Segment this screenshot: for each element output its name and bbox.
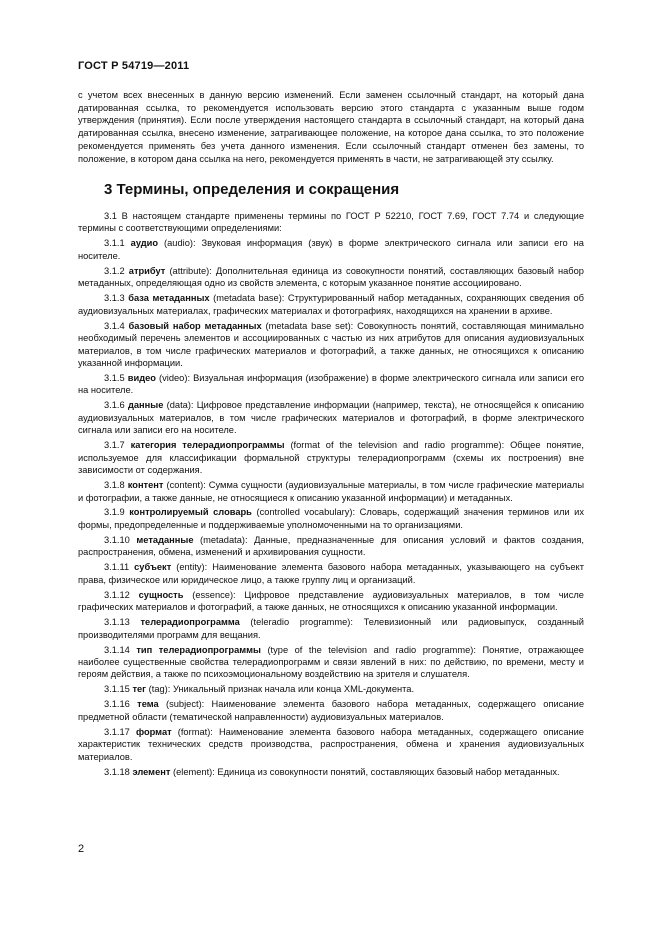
term-number: 3.1.11 — [104, 562, 130, 573]
term-definition — [78, 320, 584, 370]
term-number: 3.1.17 — [104, 726, 130, 737]
term-number: 3.1.12 — [104, 589, 130, 600]
term-name: категория телерадиопрограммы — [130, 440, 285, 451]
term-name: сущность — [138, 589, 184, 600]
term-number: 3.1.14 — [104, 644, 130, 655]
term-number: 3.1.6 — [104, 400, 125, 411]
term-text: (essence): Цифровое представление аудиовизуальных материалов, в том числе графических материалов и фотографий, а также данных, не относящихся к описанию указанной информации. — [78, 589, 584, 613]
term-name: базовый набор метаданных — [128, 320, 262, 331]
term-name: метаданные — [136, 534, 194, 545]
term-number: 3.1.4 — [104, 320, 125, 331]
term-definition — [78, 589, 584, 614]
term-number: 3.1.13 — [104, 617, 130, 628]
document-header: ГОСТ Р 54719—2011 — [78, 60, 190, 72]
term-text: (teleradio programme): Телевизионный или радиовыпуск, созданный производителями программ для вещания. — [78, 617, 584, 640]
term-definition — [78, 439, 584, 476]
term-name: данные — [127, 400, 164, 411]
term-text: (subject): Наименование элемента базового набора метаданных, содержащего описание предметной области (тематической направленности) аудиовизуальных материалов. — [78, 699, 584, 722]
term-definition — [78, 399, 584, 436]
term-text: (attribute): Дополнительная единица из совокупности понятий, составляющих базовый набор метаданных, определяющая одно из свойств элемента, с которым указанное понятие ассоциировано. — [78, 265, 584, 289]
term-name: база метаданных — [128, 293, 210, 304]
term-definition — [78, 237, 584, 262]
term-definition — [78, 698, 584, 723]
term-number: 3.1.1 — [104, 238, 125, 249]
term-name: элемент — [132, 766, 171, 777]
term-definition — [78, 534, 584, 559]
term-definition — [78, 683, 584, 695]
term-definition — [78, 372, 584, 397]
term-name: тема — [137, 699, 159, 710]
term-text: (entity): Наименование элемента базового набора метаданных, указывающего на субъект права, физическое или юридическое лицо, а также группу лиц и организаций. — [78, 562, 584, 585]
term-number: 3.1.16 — [104, 699, 130, 710]
term-name: контент — [127, 480, 164, 491]
term-name: контролируемый словарь — [129, 507, 252, 518]
term-definition — [78, 292, 584, 317]
terms-body — [78, 210, 584, 781]
term-number: 3.1.15 — [104, 684, 130, 695]
term-text: (data): Цифровое представление информации (например, текста), не относящейся к описанию аудиовизуальных материалов, в том числе графических материалов и фотографий, в форме электрического сигнала или записи его на носителе. — [78, 400, 584, 436]
term-text: (format of the television and radio programme): Общее понятие, используемое для классификации формальной структуры телерадиопрограмм (схемы их построения) вне зависимости от содержания. — [78, 440, 585, 476]
term-name: видео — [127, 372, 156, 383]
term-number: 3.1.2 — [104, 265, 125, 276]
term-definition — [78, 644, 584, 681]
section-title: 3 Термины, определения и сокращения — [104, 181, 400, 198]
term-text: (type of the television and radio programme): Понятие, отражающее наиболее существенные свойства телерадиопрограмм и связи явлений в них: по действию, по времени, месту и героям действия, а также по психоэмоциональному воздействию на зрителя и слушателя. — [78, 644, 584, 680]
term-text: (metadata): Данные, предназначенные для описания условий и фактов создания, распространения, обмена, изменений и архивирования сущности. — [78, 534, 584, 558]
lead-paragraph: 3.1 В настоящем стандарте применены термины по ГОСТ Р 52210, ГОСТ 7.69, ГОСТ 7.74 и следующие термины с соответствующими определениями: — [78, 211, 584, 234]
term-text: (controlled vocabulary): Словарь, содержащий значения терминов или их формы, предопределенные и поддерживаемые уполномоченными на то организациями. — [78, 507, 585, 530]
term-name: тег — [132, 684, 147, 695]
term-definition — [78, 726, 584, 763]
term-number: 3.1.10 — [104, 534, 130, 545]
term-text: (tag): Уникальный признак начала или конца XML-документа. — [148, 684, 415, 695]
term-definition — [78, 506, 584, 531]
term-number: 3.1.18 — [104, 766, 130, 777]
term-definition — [78, 561, 584, 586]
term-number: 3.1.3 — [104, 293, 125, 304]
term-definition — [78, 479, 584, 504]
term-number: 3.1.9 — [104, 507, 125, 518]
term-name: тип телерадиопрограммы — [136, 644, 261, 655]
term-name: аудио — [130, 238, 159, 249]
term-name: телерадиопрограмма — [140, 617, 240, 628]
term-text: (video): Визуальная информация (изображение) в форме электрического сигнала или записи его на носителе. — [78, 372, 584, 396]
term-definition — [78, 616, 584, 641]
term-text: (audio): Звуковая информация (звук) в форме электрического сигнала или записи его на носителе. — [78, 238, 584, 261]
term-text: (metadata base set): Совокупность понятий, составляющая минимально необходимый перечень элементов и ассоциированных с частью из них атрибутов для описания аудиовизуальных материалов, в том числе графических материалов и фотографий, а также данных, не относящихся к описанию указанной информации. — [78, 320, 584, 368]
term-number: 3.1.7 — [104, 440, 125, 451]
term-name: атрибут — [128, 265, 166, 276]
term-name: субъект — [134, 562, 172, 573]
term-definition — [78, 766, 584, 778]
term-text: (metadata base): Структурированный набор метаданных, сохраняющих сведения об аудиовизуальных материалах, графических материалах и фотографиях, находящихся на хранении в архиве. — [78, 293, 584, 316]
term-text: (element): Единица из совокупности понятий, составляющих базовый набор метаданных. — [173, 766, 560, 777]
page-number: 2 — [78, 843, 85, 855]
term-number: 3.1.8 — [104, 480, 125, 491]
intro-paragraph: с учетом всех внесенных в данную версию изменений. Если заменен ссылочный стандарт, на который дана датированная ссылка, то рекомендуется использовать версию этого стандарта с указанным выше годом утверждения (принятия). Если после утверждения настоящего стандарта в ссылочный стандарт, на который дана датированная ссылка, внесено изменение, затрагивающее положение, на которое дана ссылка, то это положение рекомендуется применять без учета данного изменения. Если ссылочный стандарт отменен без замены, то положение, в котором дана ссылка на него, рекомендуется применять в части, не затрагивающей эту ссылку. — [78, 90, 584, 164]
terms-list — [78, 237, 584, 778]
term-text: (format): Наименование элемента базового набора метаданных, содержащего описание характеристик технических средств производства, распространения, обмена и хранения аудиовизуальных материалов. — [78, 726, 584, 762]
term-name: формат — [135, 726, 172, 737]
term-definition — [78, 265, 584, 290]
term-number: 3.1.5 — [104, 372, 125, 383]
term-text: (content): Сумма сущности (аудиовизуальные материалы, в том числе графические материалы и фотографии, а также данные, не относящиеся к описанию указанной информации) и метаданных. — [78, 480, 585, 503]
